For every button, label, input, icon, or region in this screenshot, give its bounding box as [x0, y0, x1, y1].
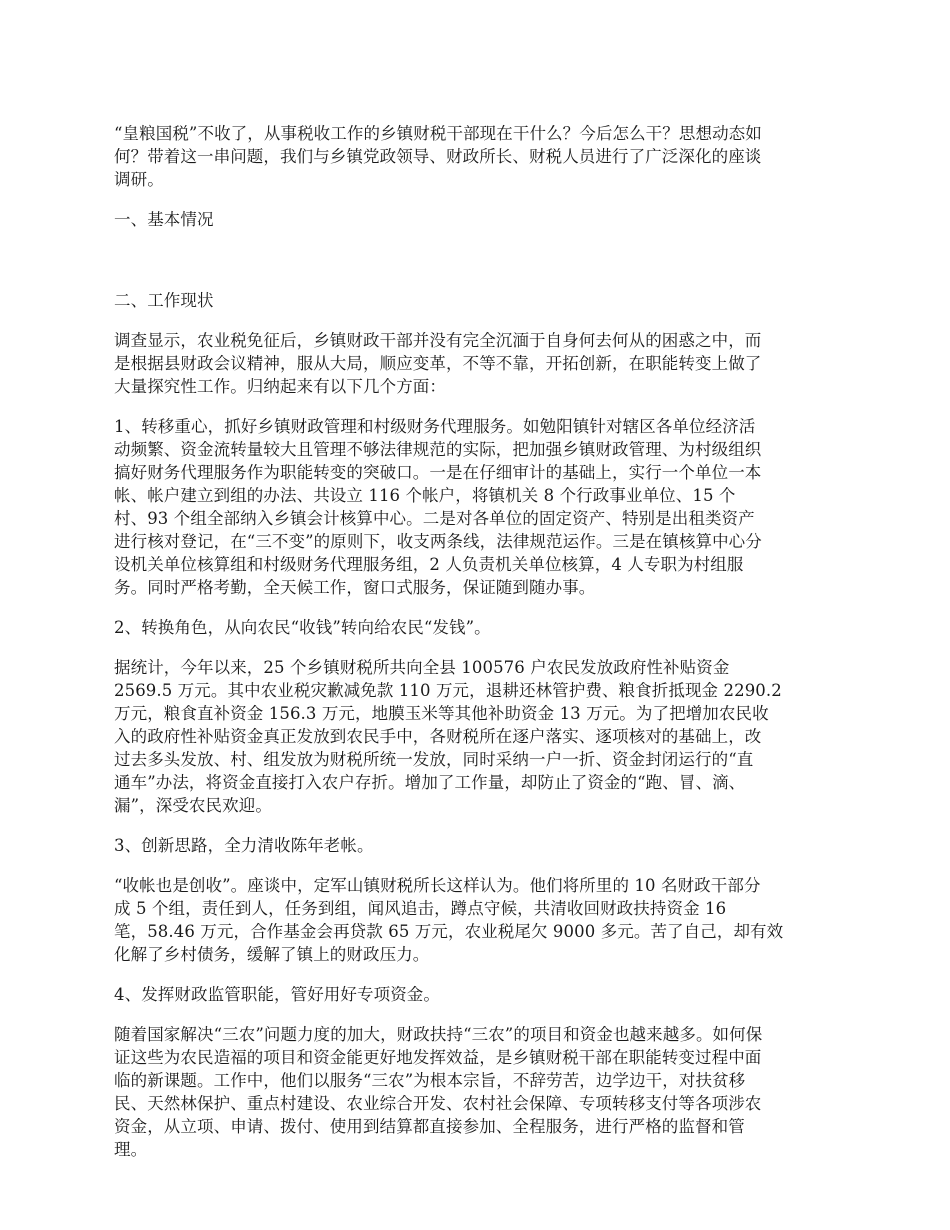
text-line: 证这些为农民造福的项目和资金能更好地发挥效益，是乡镇财税干部在职能转变过程中面	[114, 1048, 762, 1067]
text-line: 调查显示，农业税免征后，乡镇财政干部并没有完全沉湎于自身何去何从的困惑之中，而	[114, 331, 762, 350]
text-line: 设机关单位核算组和村级财务代理服务组，2 人负责机关单位核算，4 人专职为村组服	[114, 555, 744, 574]
item-4-paragraph	[114, 1023, 838, 1161]
text-line: 何？带着这一串问题，我们与乡镇党政领导、财政所长、财税人员进行了广泛深化的座谈	[114, 147, 762, 166]
section-heading-status: 二、工作现状	[114, 291, 214, 310]
text-line: 调研。	[114, 170, 164, 189]
text-line: 1、转移重心，抓好乡镇财政管理和村级财务代理服务。如勉阳镇针对辖区各单位经济活	[114, 417, 756, 436]
text-line: 漏”，深受农民欢迎。	[114, 796, 272, 815]
text-line: 进行核对登记，在“三不变”的原则下，收支两条线，法律规范运作。三是在镇核算中心分	[114, 532, 762, 551]
item-3-paragraph	[114, 874, 838, 966]
text-line: 搞好财务代理服务作为职能转变的突破口。一是在仔细审计的基础上，实行一个单位一本	[114, 463, 762, 482]
item-2-heading: 2、转换角色，从向农民“收钱”转向给农民“发钱”。	[114, 618, 491, 637]
survey-paragraph	[114, 329, 838, 398]
text-line: 村、93 个组全部纳入乡镇会计核算中心。二是对各单位的固定资产、特别是出租类资产	[114, 509, 755, 528]
item-4-heading: 4、发挥财政监管职能，管好用好专项资金。	[114, 985, 440, 1004]
text-line: 化解了乡村债务，缓解了镇上的财政压力。	[114, 945, 430, 964]
text-line: 是根据县财政会议精神，服从大局，顺应变革，不等不靠，开拓创新，在职能转变上做了	[114, 354, 762, 373]
text-line: 成 5 个组，责任到人，任务到组，闻风追击，蹲点守候，共清收回财政扶持资金 16	[114, 899, 727, 918]
item-1-paragraph	[114, 415, 838, 599]
text-line: 据统计，今年以来，25 个乡镇财税所共向全县 100576 户农民发放政府性补贴资金	[114, 658, 730, 677]
text-line: 理。	[114, 1140, 148, 1159]
intro-paragraph	[114, 122, 838, 191]
text-line: 过去多头发放、村、组发放为财税所统一发放，同时采纳一户一折、资金封闭运行的“直	[114, 750, 754, 769]
text-line: 笔，58.46 万元，合作基金会再贷款 65 万元，农业税尾欠 9000 多元。苦了自己，却有效	[114, 922, 784, 941]
item-3-heading: 3、创新思路，全力清收陈年老帐。	[114, 836, 374, 855]
text-line: 大量探究性工作。归纳起来有以下几个方面：	[114, 377, 446, 396]
text-line: 帐、帐户建立到组的办法、共设立 116 个帐户，将镇机关 8 个行政事业单位、15 个	[114, 486, 736, 505]
item-2-paragraph	[114, 656, 838, 817]
text-line: 入的政府性补贴资金真正发放到农民手中，各财税所在逐户落实、逐项核对的基础上，改	[114, 727, 762, 746]
text-line: 随着国家解决“三农”问题力度的加大，财政扶持“三农”的项目和资金也越来越多。如何保	[114, 1025, 763, 1044]
text-line: 务。同时严格考勤，全天候工作，窗口式服务，保证随到随办事。	[114, 578, 596, 597]
text-line: 临的新课题。工作中，他们以服务“三农”为根本宗旨，不辞劳苦，边学边干，对扶贫移	[114, 1071, 746, 1090]
text-line: 2569.5 万元。其中农业税灾歉减免款 110 万元，退耕还林管护费、粮食折抵现金 2290.2	[114, 681, 782, 700]
text-line: “皇粮国税”不收了，从事税收工作的乡镇财税干部现在干什么？今后怎么干？思想动态如	[114, 124, 762, 143]
text-line: 万元，粮食直补资金 156.3 万元，地膜玉米等其他补助资金 13 万元。为了把增加农民收	[114, 704, 769, 723]
section-heading-basic: 一、基本情况	[114, 210, 214, 229]
text-line: 资金，从立项、申请、拨付、使用到结算都直接参加、全程服务，进行严格的监督和管	[114, 1117, 745, 1136]
text-line: 民、天然林保护、重点村建设、农业综合开发、农村社会保障、专项转移支付等各项涉农	[114, 1094, 762, 1113]
text-line: 通车”办法，将资金直接打入农户存折。增加了工作量，却防止了资金的“跑、冒、滴、	[114, 773, 746, 792]
text-line: 动频繁、资金流转量较大且管理不够法律规范的实际，把加强乡镇财政管理、为村级组织	[114, 440, 762, 459]
text-line: “收帐也是创收”。座谈中，定军山镇财税所长这样认为。他们将所里的 10 名财政干部分	[114, 876, 761, 895]
